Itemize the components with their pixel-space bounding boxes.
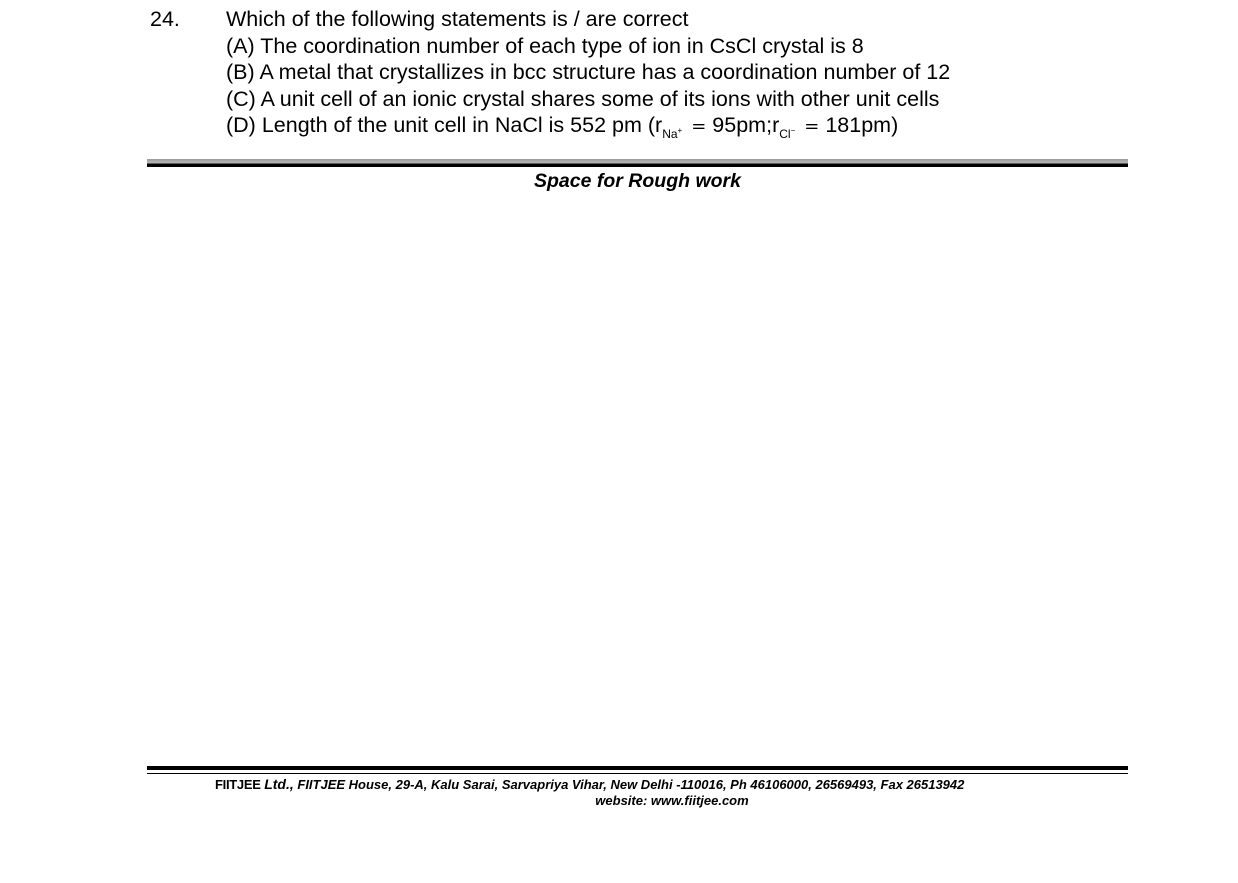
radius-symbol-na: r <box>655 113 663 137</box>
question-block <box>150 6 1150 148</box>
divider-bottom <box>147 766 1128 774</box>
option-c: (C) A unit cell of an ionic crystal shares some of its ions with other unit cells <box>226 86 940 111</box>
divider-top <box>147 159 1128 167</box>
question-stem: Which of the following statements is / are correct <box>226 7 689 31</box>
option-a: (A) The coordination number of each type of ion in CsCl crystal is 8 <box>226 33 864 58</box>
footer <box>147 776 1207 808</box>
footer-website: website: www.fiitjee.com <box>595 793 749 808</box>
equals-sign: = <box>804 116 820 137</box>
rough-work-label: Space for Rough work <box>534 170 741 192</box>
option-d <box>226 112 1150 148</box>
footer-address: FIITJEE House, 29-A, Kalu Sarai, Sarvapriya Vihar, New Delhi -110016, Ph 46106000, 26569493, Fax 26513942 <box>297 777 965 792</box>
equals-sign: = <box>691 116 707 137</box>
options-list <box>226 33 1150 148</box>
value-na: 95pm; <box>712 113 773 137</box>
option-b: (B) A metal that crystallizes in bcc structure has a coordination number of 12 <box>226 60 951 84</box>
footer-brand: FIITJEE <box>215 777 261 792</box>
option-d-formula <box>655 113 899 141</box>
footer-ltd: Ltd., <box>264 776 294 792</box>
value-cl: 181pm) <box>825 113 899 137</box>
option-d-text: (D) Length of the unit cell in NaCl is 552 pm ( <box>226 113 656 137</box>
question-number: 24. <box>150 7 180 31</box>
subscript-cl: Cl− <box>779 126 796 141</box>
radius-symbol-cl: r <box>772 113 780 137</box>
subscript-na: Na+ <box>662 126 683 141</box>
